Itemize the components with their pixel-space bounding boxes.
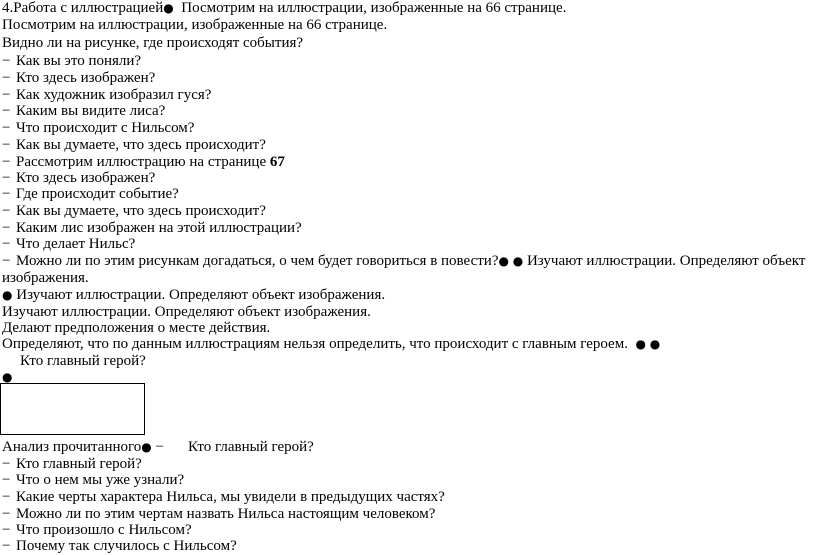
main-hero-question: Кто главный герой? <box>20 353 146 369</box>
dash-icon: − <box>2 87 11 103</box>
dash-icon: − <box>2 538 11 554</box>
bullet-icon: ● <box>498 254 509 268</box>
study-continuation: изображения. <box>2 270 89 286</box>
list-item: − Как вы это поняли? <box>2 53 142 69</box>
dash-icon: − <box>155 439 164 455</box>
dash-icon: − <box>2 220 11 236</box>
list-item-guess: − Можно ли по этим рисункам догадаться, о чем будет говориться в повести?● ● Изучают иллюстрации. Определяют объект <box>2 253 806 269</box>
list-item: − Кто здесь изображен? <box>2 170 156 186</box>
dash-icon: − <box>2 53 11 69</box>
section-title-line <box>2 0 566 17</box>
section-title: 4.Работа с иллюстрацией <box>2 0 164 16</box>
list-item: − Что произошло с Нильсом? <box>2 522 192 538</box>
bullet-icon: ● <box>635 337 646 351</box>
list-item: − Как вы думаете, что здесь происходит? <box>2 203 266 219</box>
bullet-icon: ● <box>2 288 13 302</box>
determine-line: Определяют, что по данным иллюстрациям нельзя определить, что происходит с главным героем. ● ● <box>2 336 661 352</box>
dash-icon: − <box>2 203 11 219</box>
analysis-line: Анализ прочитанного● − Кто главный герой? <box>2 439 314 455</box>
intro-text: Посмотрим на иллюстрации, изображенные на 66 странице. <box>181 0 567 16</box>
intro-repeat: Посмотрим на иллюстрации, изображенные на 66 странице. <box>2 17 388 33</box>
study-line: ● Изучают иллюстрации. Определяют объект изображения. <box>2 287 386 303</box>
page-number: 67 <box>269 154 285 170</box>
dash-icon: − <box>2 103 11 119</box>
list-item: − Какие черты характера Нильса, мы увидели в предыдущих частях? <box>2 489 445 505</box>
study-plain: Изучают иллюстрации. Определяют объект изображения. <box>2 304 371 320</box>
dash-icon: − <box>2 472 11 488</box>
dash-icon: − <box>2 137 11 153</box>
list-item: − Кто здесь изображен? <box>2 70 156 86</box>
list-item: − Что о нем мы уже узнали? <box>2 472 185 488</box>
list-item: − Можно ли по этим чертам назвать Нильса настоящим человеком? <box>2 506 436 522</box>
list-item: − Кто главный герой? <box>2 456 142 472</box>
dash-icon: − <box>2 170 11 186</box>
dash-icon: − <box>2 456 11 472</box>
list-item: − Как вы думаете, что здесь происходит? <box>2 137 266 153</box>
bullet-icon: ● <box>2 370 13 384</box>
question-where: Видно ли на рисунке, где происходят события? <box>2 35 304 51</box>
list-item: − Почему так случилось с Нильсом? <box>2 538 237 554</box>
dash-icon: − <box>2 489 11 505</box>
dash-icon: − <box>2 120 11 136</box>
list-item: − Каким лис изображен на этой иллюстрации? <box>2 220 302 236</box>
list-item: − Что делает Нильс? <box>2 236 136 252</box>
bullet-icon: ● <box>163 1 174 15</box>
list-item: − Каким вы видите лиса? <box>2 103 166 119</box>
assumptions-text: Делают предположения о месте действия. <box>2 320 271 336</box>
dash-icon: − <box>2 236 11 252</box>
dash-icon: − <box>2 253 11 269</box>
bullet-icon: ● <box>512 254 524 268</box>
dash-icon: − <box>2 70 11 86</box>
dash-icon: − <box>2 186 11 202</box>
list-item: − Как художник изобразил гуся? <box>2 87 212 103</box>
analysis-label: Анализ прочитанного <box>2 439 142 455</box>
bullet-icon: ● <box>141 440 152 454</box>
list-item-page67: − Рассмотрим иллюстрацию на странице 67 <box>2 154 285 170</box>
bullet-icon: ● <box>649 337 661 351</box>
empty-frame <box>0 383 145 435</box>
dash-icon: − <box>2 522 11 538</box>
list-item: − Что происходит с Нильсом? <box>2 120 195 136</box>
dash-icon: − <box>2 506 11 522</box>
list-item: − Где происходит событие? <box>2 186 179 202</box>
dash-icon: − <box>2 154 11 170</box>
